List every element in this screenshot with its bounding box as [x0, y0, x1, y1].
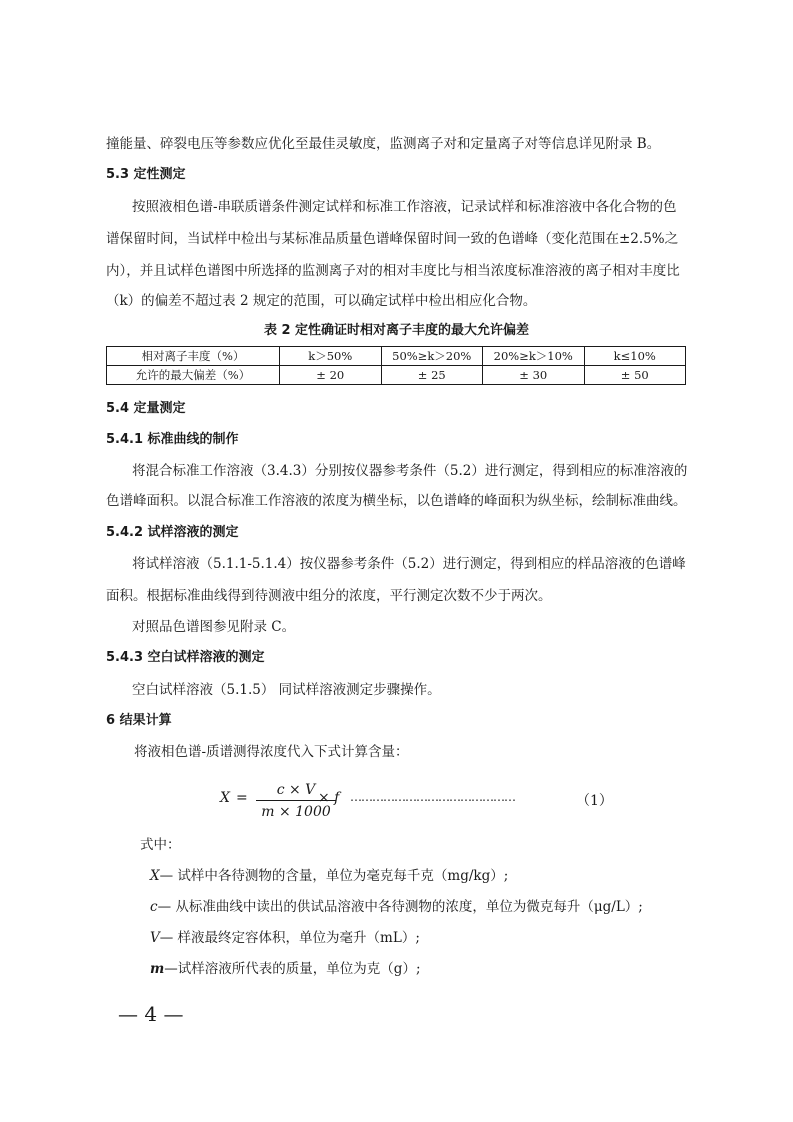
- formula-equals: =: [236, 790, 248, 806]
- where-label: 式中：: [140, 837, 181, 853]
- formula-number: （1）: [576, 793, 613, 809]
- table-cell: ± 50: [584, 366, 686, 385]
- formula-leader: ………………………………………: [350, 790, 515, 804]
- formula-1: [220, 780, 640, 824]
- page-number: — 4 —: [118, 1002, 184, 1026]
- section-heading-5-4-2: 5.4.2 试样溶液的测定: [106, 525, 239, 540]
- definition-symbol: V: [150, 930, 160, 946]
- section-heading-6: 6 结果计算: [106, 713, 172, 728]
- paragraph-line: 按照液相色谱-串联质谱条件测定试样和标准工作溶液，记录试样和标准溶液中各化合物的色: [132, 199, 677, 215]
- table-row: [107, 366, 686, 385]
- table-row: [107, 347, 686, 366]
- definition-dash: —: [159, 868, 174, 884]
- definition-symbol: m: [150, 961, 165, 977]
- table-cell: ± 20: [280, 366, 382, 385]
- definition-text: 试样中各待测物的含量，单位为毫克每千克（mg/kg）;: [177, 868, 509, 884]
- table-cell: 允许的最大偏差（%）: [107, 366, 280, 385]
- definition-symbol: c: [150, 899, 158, 915]
- table-cell: k＞50%: [280, 347, 382, 366]
- definition-text: 从标准曲线中读出的供试品溶液中各待测物的浓度，单位为微克每升（μg/L）;: [175, 899, 643, 915]
- paragraph-line: 将试样溶液（5.1.1-5.1.4）按仪器参考条件（5.2）进行测定，得到相应的样品溶液的色谱峰: [132, 556, 686, 572]
- section-heading-5-4: 5.4 定量测定: [106, 401, 186, 416]
- paragraph-line: 对照品色谱图参见附录 C。: [132, 619, 296, 635]
- definition-item: [150, 867, 508, 885]
- table-cell: 50%≥k＞20%: [381, 347, 483, 366]
- paragraph-line: 将液相色谱-质谱测得浓度代入下式计算含量：: [134, 744, 409, 760]
- paragraph-line: 撞能量、碎裂电压等参数应优化至最佳灵敏度，监测离子对和定量离子对等信息详见附录 B。: [106, 136, 661, 152]
- definition-item: [150, 960, 421, 978]
- paragraph-line: 空白试样溶液（5.1.5） 同试样溶液测定步骤操作。: [132, 682, 441, 698]
- definition-text: 样液最终定容体积，单位为毫升（mL）;: [177, 930, 420, 946]
- definition-text: 试样溶液所代表的质量，单位为克（g）;: [177, 961, 421, 977]
- definition-item: [150, 898, 643, 916]
- paragraph-line: 内），并且试样色谱图中所选择的监测离子对的相对丰度比与相当浓度标准溶液的离子相对丰度比: [106, 263, 680, 279]
- definition-symbol: X: [150, 868, 160, 884]
- table-caption: 表 2 定性确证时相对离子丰度的最大允许偏差: [263, 323, 530, 338]
- table-cell: k≤10%: [584, 347, 686, 366]
- section-heading-5-4-1: 5.4.1 标准曲线的制作: [106, 432, 239, 447]
- deviation-table: [106, 346, 686, 385]
- definition-dash: —: [164, 961, 178, 977]
- definition-dash: —: [159, 930, 174, 946]
- definition-item: [150, 929, 420, 947]
- table-cell: 20%≥k＞10%: [483, 347, 585, 366]
- table-cell: 相对离子丰度（%）: [107, 347, 280, 366]
- formula-lhs: X: [220, 790, 230, 806]
- formula-numerator: c × V: [256, 780, 336, 801]
- paragraph-line: 谱保留时间，当试样中检出与某标准品质量色谱峰保留时间一致的色谱峰（变化范围在±2.5%之: [106, 231, 679, 247]
- table-cell: ± 30: [483, 366, 585, 385]
- formula-factor: × f: [318, 790, 340, 806]
- formula-denominator: m × 1000: [261, 804, 331, 820]
- definition-dash: —: [157, 899, 172, 915]
- paragraph-line: 面积。根据标准曲线得到待测液中组分的浓度，平行测定次数不少于两次。: [106, 588, 552, 604]
- section-heading-5-4-3: 5.4.3 空白试样溶液的测定: [106, 650, 265, 665]
- table-cell: ± 25: [381, 366, 483, 385]
- paragraph-line: 色谱峰面积。以混合标准工作溶液的浓度为横坐标，以色谱峰的峰面积为纵坐标，绘制标准曲线。: [106, 493, 687, 509]
- paragraph-line: 将混合标准工作溶液（3.4.3）分别按仪器参考条件（5.2）进行测定，得到相应的标准溶液的: [132, 463, 688, 479]
- section-heading-5-3: 5.3 定性测定: [106, 167, 186, 182]
- paragraph-line: （k）的偏差不超过表 2 规定的范围，可以确定试样中检出相应化合物。: [106, 293, 537, 309]
